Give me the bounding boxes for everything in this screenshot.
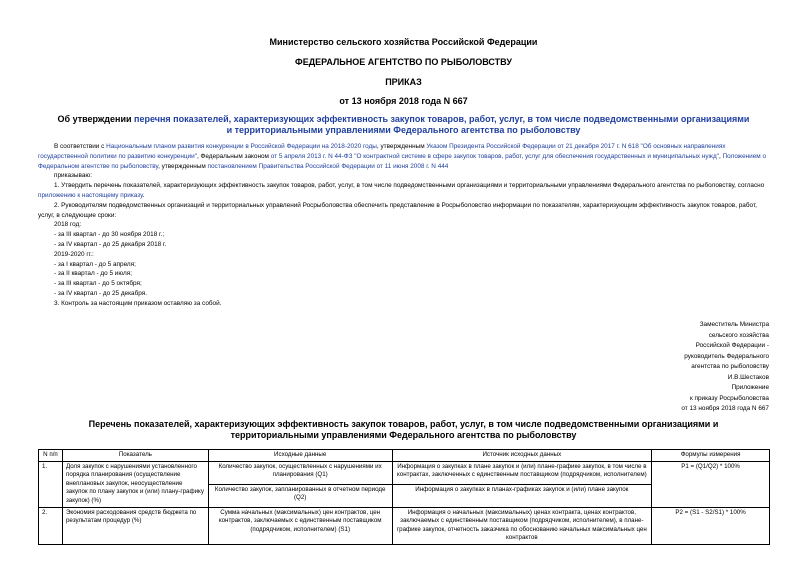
input-data: Сумма начальных (максимальных) цен контрактов, цен контрактов, заключаемых с единственным поставщиком (подрядчиком, исполнителем) (S1) xyxy=(208,507,392,544)
preamble-part: , Федеральным законом xyxy=(196,152,271,160)
deadline-q3-2018: - за III квартал - до 30 ноября 2018 г.; xyxy=(54,231,165,239)
signature-line: Российской Федерации - xyxy=(695,342,769,349)
signature-line: Заместитель Министра xyxy=(699,321,769,328)
link-presidential-decree[interactable]: Указом Президента Российской Федерации от 21 декабря 2017 г. N 618 "Об основных направлениях государственной политики по развитию конкуренции" xyxy=(38,143,726,160)
col-header-indicator: Показатель xyxy=(62,450,208,462)
preamble xyxy=(38,142,770,309)
item-2: 2. Руководителям подведомственных организаций и территориальных управлений Росрыболовства обеспечить представление в Росрыболовство информации по показателям, характеризующим эффективность закупок товаров, работ, услуг, в следующие сроки: xyxy=(38,201,757,219)
table-row xyxy=(39,507,770,544)
data-source: Информация о начальных (максимальных) ценах контракта, ценах контрактов, заключаемых с единственным поставщиком (подрядчиком, исполнителем), в плане-графике закупок, отчетность заказчика по обоснованию начальных максимальных цен контрактов xyxy=(392,507,652,544)
data-source: Информация о закупках в плане закупок и (или) плане-графике закупок, в том числе в контрактах, заключенных с единственным поставщиком (подрядчиком, исполнителем) xyxy=(392,461,652,484)
deadline-q4: - за IV квартал - до 25 декабря. xyxy=(54,289,147,297)
input-data: Количество закупок, запланированных в отчетном периоде (Q2) xyxy=(208,484,392,507)
item-1-text: 1. Утвердить перечень показателей, характеризующих эффективность закупок товаров, работ, услуг, в том числе подведомственными организациями и территориальными управлениями Федерального агентства по рыболовству, согласно xyxy=(54,182,765,190)
preamble-part: В соответствии с xyxy=(54,143,107,150)
signature-line: руководитель Федерального xyxy=(684,352,769,360)
signature-line: сельского хозяйства xyxy=(708,331,769,339)
deadline-q3: - за III квартал - до 5 октября; xyxy=(54,280,142,288)
appendix-label: Приложение xyxy=(731,384,769,391)
indicator-name: Экономия расходования средств бюджета по результатам процедур (%) xyxy=(62,507,208,544)
row-number: 1. xyxy=(39,461,63,507)
col-header-number: N п/п xyxy=(39,450,63,462)
table-row xyxy=(39,461,770,484)
input-data: Количество закупок, осуществленных с нарушениями их планирования (Q1) xyxy=(208,461,392,484)
ministry-name: Министерство сельского хозяйства Российской Федерации xyxy=(269,37,538,47)
link-appendix[interactable]: приложению к настоящему приказу xyxy=(38,191,143,199)
deadline-q4-2018: - за IV квартал - до 25 декабря 2018 г. xyxy=(54,240,167,248)
appendix-title: Перечень показателей, характеризующих эффективность закупок товаров, работ, услуг, в том числе подведомственными организациями и территориальными управлениями Федерального агентства по рыболовству xyxy=(88,419,719,440)
preamble-part: , утвержденным xyxy=(376,143,427,150)
preamble-part: , утвержденным xyxy=(158,162,208,170)
item-3: 3. Контроль за настоящим приказом оставляю за собой. xyxy=(54,299,222,307)
doc-title-prefix: Об утверждении xyxy=(57,114,135,124)
link-federal-law[interactable]: от 5 апреля 2013 г. N 44-ФЗ "О контрактной системе в сфере закупок товаров, работ, услуг для обеспечения государственных и муниципальных нужд" xyxy=(270,152,719,160)
agency-name: ФЕДЕРАЛЬНОЕ АГЕНТСТВО ПО РЫБОЛОВСТВУ xyxy=(295,57,512,67)
preamble-part: , xyxy=(718,152,723,160)
doc-title xyxy=(55,114,752,136)
link-government-resolution[interactable]: постановлением Правительства Российской Федерации от 11 июня 2008 г. N 444 xyxy=(207,162,449,170)
doc-title-link[interactable]: перечня показателей, характеризующих эффективность закупок товаров, работ, услуг, в том числе подведомственными организациями и территориальными управлениями Федерального агентства по рыболовству xyxy=(134,114,750,135)
indicators-table xyxy=(38,449,770,545)
formula: P2 = (S1 - S2/S1) * 100% xyxy=(652,507,770,544)
doc-type: ПРИКАЗ xyxy=(385,77,422,87)
data-source: Информация о закупках в планах-графиках закупок и (или) плане закупок xyxy=(392,484,652,507)
col-header-input-data: Исходные данные xyxy=(208,450,392,462)
formula: P1 = (Q1/Q2) * 100% xyxy=(652,461,770,507)
table-header-row xyxy=(39,450,770,462)
year-2018: 2018 год: xyxy=(54,221,82,229)
preamble-text xyxy=(38,142,770,171)
year-2019-2020: 2019-2020 гг.: xyxy=(54,250,94,258)
item-1 xyxy=(38,181,770,201)
deadline-q2: - за II квартал - до 5 июля; xyxy=(54,270,132,278)
doc-date-number: от 13 ноября 2018 года N 667 xyxy=(339,96,468,106)
link-national-plan[interactable]: Национальным планом развития конкуренции в Российской Федерации на 2018-2020 годы xyxy=(106,143,377,150)
col-header-formula: Формулы измерения xyxy=(652,450,770,462)
link-regulation[interactable]: Положением о Федеральном агентстве по рыболовству xyxy=(38,152,767,170)
row-number: 2. xyxy=(39,507,63,544)
signature-block xyxy=(629,320,769,415)
signer-name: И.В.Шестаков xyxy=(727,373,769,381)
appendix-ref: к приказу Росрыболовства xyxy=(689,394,769,402)
indicator-name: Доля закупок с нарушениями установленного порядка планирования (осуществление внеплановых закупок, неосуществление закупок по плану закупок и (или) плану-графику закупок) (%) xyxy=(62,461,208,507)
col-header-source: Источник исходных данных xyxy=(392,450,652,462)
deadline-q1: - за I квартал - до 5 апреля; xyxy=(54,260,136,268)
order-word: приказываю: xyxy=(54,172,92,180)
signature-line: агентства по рыболовству xyxy=(691,363,769,370)
appendix-date: от 13 ноября 2018 года N 667 xyxy=(681,405,769,412)
item-1-end: . xyxy=(142,191,145,199)
